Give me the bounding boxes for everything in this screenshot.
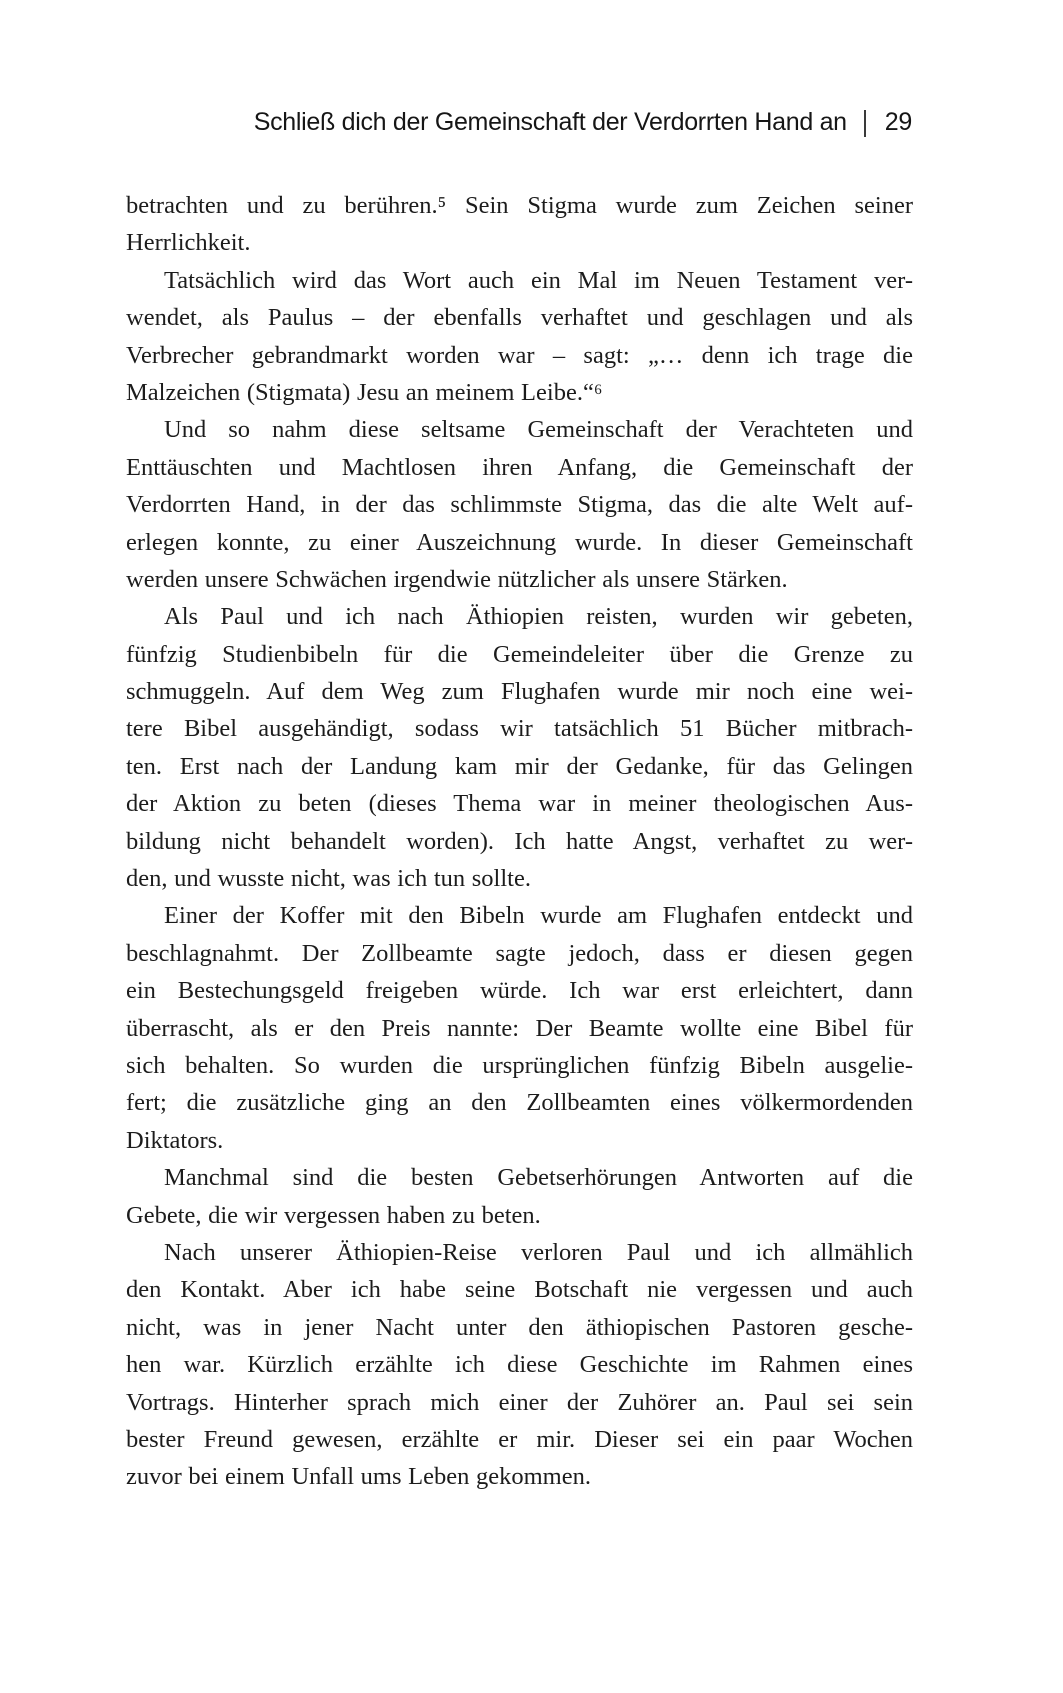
text-line: Und so nahm diese seltsame Gemeinschaft der Verachteten und	[164, 416, 913, 444]
text-line: beschlagnahmt. Der Zollbeamte sagte jedoch, dass er diesen gegen	[126, 939, 913, 967]
running-header	[254, 108, 912, 137]
text-line: betrachten und zu berühren.⁵ Sein Stigma wurde zum Zeichen seiner	[126, 192, 913, 219]
text-line: den, und wusste nicht, was ich tun sollte.	[126, 865, 531, 893]
paragraph	[126, 187, 913, 262]
text-line: zuvor bei einem Unfall ums Leben gekommen.	[126, 1463, 591, 1491]
text-line: Enttäuschten und Machtlosen ihren Anfang, die Gemeinschaft der	[126, 453, 913, 481]
text-line: Vortrags. Hinterher sprach mich einer der Zuhörer an. Paul sei sein	[126, 1388, 913, 1416]
text-line: nicht, was in jener Nacht unter den äthiopischen Pastoren gesche-	[126, 1313, 913, 1341]
text-line: hen war. Kürzlich erzählte ich diese Geschichte im Rahmen eines	[126, 1351, 913, 1379]
text-line: Diktators.	[126, 1126, 224, 1154]
paragraph	[126, 411, 913, 598]
text-line: schmuggeln. Auf dem Weg zum Flughafen wurde mir noch eine wei-	[126, 678, 913, 706]
text-line: tere Bibel ausgehändigt, sodass wir tatsächlich 51 Bücher mitbrach-	[126, 715, 913, 743]
text-line: bildung nicht behandelt worden). Ich hatte Angst, verhaftet zu wer-	[126, 827, 913, 855]
text-line: Verdorrten Hand, in der das schlimmste Stigma, das die alte Welt auf-	[126, 491, 913, 519]
page-number: 29	[884, 108, 912, 136]
text-line: Malzeichen (Stigmata) Jesu an meinem Leibe.“⁶	[126, 378, 603, 406]
text-line: ten. Erst nach der Landung kam mir der Gedanke, für das Gelingen	[126, 752, 913, 780]
text-line: erlegen konnte, zu einer Auszeichnung wurde. In dieser Gemeinschaft	[126, 528, 913, 556]
text-line: Nach unserer Äthiopien-Reise verloren Paul und ich allmählich	[164, 1238, 913, 1266]
paragraph	[126, 1234, 913, 1496]
text-line: wendet, als Paulus – der ebenfalls verhaftet und geschlagen und als	[126, 304, 913, 332]
text-line: der Aktion zu beten (dieses Thema war in meiner theologischen Aus-	[126, 790, 913, 818]
paragraph	[126, 598, 913, 897]
paragraph	[126, 897, 913, 1159]
text-line: ein Bestechungsgeld freigeben würde. Ich war erst erleichtert, dann	[126, 977, 913, 1005]
paragraph	[126, 262, 913, 412]
text-line: Tatsächlich wird das Wort auch ein Mal im Neuen Testament ver-	[164, 266, 913, 294]
text-line: Verbrecher gebrandmarkt worden war – sagt: „… denn ich trage die	[126, 341, 913, 369]
text-line: fert; die zusätzliche ging an den Zollbeamten eines völkermordenden	[126, 1089, 913, 1117]
paragraph	[126, 1159, 913, 1234]
text-line: werden unsere Schwächen irgendwie nützlicher als unsere Stärken.	[126, 565, 788, 593]
text-line: überrascht, als er den Preis nannte: Der Beamte wollte eine Bibel für	[126, 1014, 913, 1042]
text-line: Manchmal sind die besten Gebetserhörungen Antworten auf die	[164, 1164, 913, 1192]
text-line: Herrlichkeit.	[126, 229, 251, 257]
text-line: den Kontakt. Aber ich habe seine Botschaft nie vergessen und auch	[126, 1276, 913, 1304]
text-line: Gebete, die wir vergessen haben zu beten.	[126, 1201, 541, 1229]
body-text-block	[126, 187, 913, 1496]
header-separator-bar	[864, 110, 866, 137]
text-line: bester Freund gewesen, erzählte er mir. Dieser sei ein paar Wochen	[126, 1425, 913, 1453]
text-line: Einer der Koffer mit den Bibeln wurde am Flughafen entdeckt und	[164, 902, 913, 930]
text-line: Als Paul und ich nach Äthiopien reisten, wurden wir gebeten,	[164, 603, 913, 631]
text-line: sich behalten. So wurden die ursprünglichen fünfzig Bibeln ausgelie-	[126, 1051, 913, 1079]
text-line: fünfzig Studienbibeln für die Gemeindeleiter über die Grenze zu	[126, 640, 913, 668]
running-header-title: Schließ dich der Gemeinschaft der Verdorrten Hand an	[253, 108, 847, 136]
